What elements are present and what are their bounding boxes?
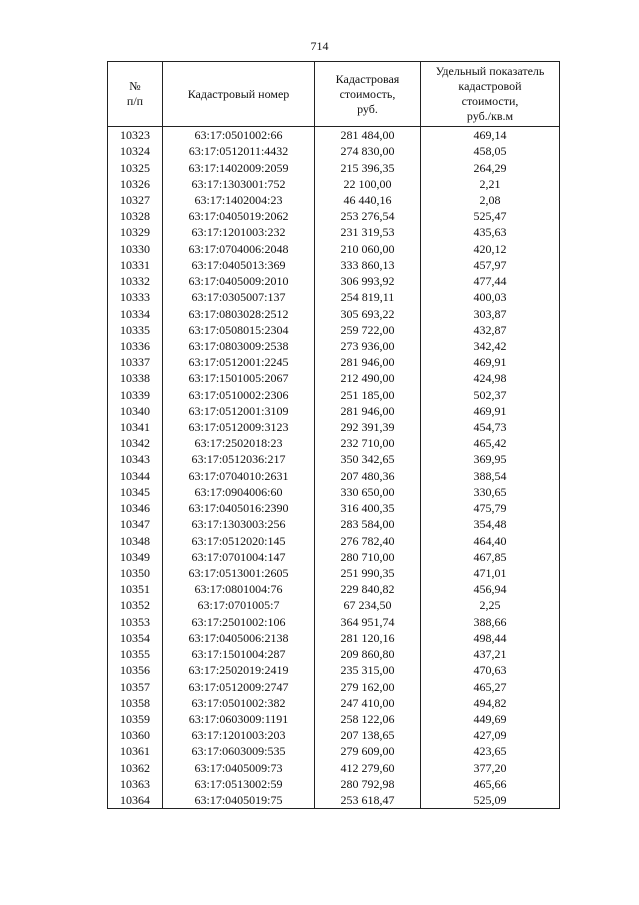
table-row [108,338,560,354]
cadastral-value-cell: 231 319,53 [315,224,421,240]
specific-value-cell: 464,40 [421,532,560,548]
table-row [108,159,560,175]
row-number-cell: 10333 [108,289,163,305]
table-row [108,176,560,192]
row-number-cell: 10349 [108,549,163,565]
cadastral-number-cell: 63:17:0603009:1191 [163,711,315,727]
row-number-cell: 10358 [108,695,163,711]
row-number-cell: 10324 [108,143,163,159]
specific-value-cell: 427,09 [421,727,560,743]
row-number-cell: 10327 [108,192,163,208]
cadastral-value-cell: 364 951,74 [315,614,421,630]
cadastral-value-cell: 247 410,00 [315,695,421,711]
cadastral-value-cell: 212 490,00 [315,370,421,386]
cadastral-value-cell: 229 840,82 [315,581,421,597]
specific-value-cell: 525,47 [421,208,560,224]
row-number-cell: 10351 [108,581,163,597]
cadastral-value-cell: 279 609,00 [315,743,421,759]
header-specific-value-line-1: Удельный показатель [435,64,545,78]
cadastral-value-cell: 279 162,00 [315,678,421,694]
cadastral-value-cell: 251 185,00 [315,387,421,403]
table-row [108,516,560,532]
table-row [108,419,560,435]
row-number-cell: 10335 [108,322,163,338]
cadastral-value-cell: 253 276,54 [315,208,421,224]
cadastral-value-cell: 283 584,00 [315,516,421,532]
table-row [108,662,560,678]
table-row [108,565,560,581]
table-row [108,646,560,662]
table-row [108,500,560,516]
cadastral-number-cell: 63:17:0512020:145 [163,532,315,548]
cadastral-number-cell: 63:17:0510002:2306 [163,387,315,403]
cadastral-number-cell: 63:17:1303001:752 [163,176,315,192]
row-number-cell: 10360 [108,727,163,743]
cadastral-number-cell: 63:17:0405009:2010 [163,273,315,289]
row-number-cell: 10336 [108,338,163,354]
cadastral-number-cell: 63:17:0701005:7 [163,597,315,613]
table-row [108,257,560,273]
table-row [108,678,560,694]
specific-value-cell: 342,42 [421,338,560,354]
cadastral-value-table [107,61,560,809]
header-row [108,62,560,127]
cadastral-number-cell: 63:17:1402004:23 [163,192,315,208]
cadastral-value-cell: 281 946,00 [315,403,421,419]
row-number-cell: 10354 [108,630,163,646]
cadastral-number-cell: 63:17:1402009:2059 [163,159,315,175]
cadastral-number-cell: 63:17:0801004:76 [163,581,315,597]
table-row [108,743,560,759]
row-number-cell: 10359 [108,711,163,727]
table-body [108,127,560,809]
cadastral-value-cell: 281 484,00 [315,127,421,144]
specific-value-cell: 467,85 [421,549,560,565]
row-number-cell: 10325 [108,159,163,175]
specific-value-cell: 470,63 [421,662,560,678]
table-row [108,711,560,727]
cadastral-number-cell: 63:17:1501004:287 [163,646,315,662]
cadastral-value-cell: 254 819,11 [315,289,421,305]
row-number-cell: 10344 [108,468,163,484]
row-number-cell: 10330 [108,241,163,257]
row-number-cell: 10332 [108,273,163,289]
row-number-cell: 10346 [108,500,163,516]
cadastral-number-cell: 63:17:0512009:3123 [163,419,315,435]
table-row [108,630,560,646]
row-number-cell: 10356 [108,662,163,678]
cadastral-value-cell: 215 396,35 [315,159,421,175]
cadastral-value-cell: 276 782,40 [315,532,421,548]
cadastral-value-cell: 316 400,35 [315,500,421,516]
cadastral-value-cell: 207 138,65 [315,727,421,743]
header-cadastral-value-line-3: руб. [357,101,378,116]
row-number-cell: 10323 [108,127,163,144]
cadastral-value-cell: 207 480,36 [315,468,421,484]
row-number-cell: 10334 [108,305,163,321]
cadastral-value-cell: 281 946,00 [315,354,421,370]
specific-value-cell: 388,66 [421,614,560,630]
row-number-cell: 10326 [108,176,163,192]
cadastral-value-cell: 305 693,22 [315,305,421,321]
cadastral-value-cell: 306 993,92 [315,273,421,289]
row-number-cell: 10341 [108,419,163,435]
row-number-cell: 10352 [108,597,163,613]
specific-value-cell: 465,66 [421,776,560,792]
table-row [108,614,560,630]
cadastral-number-cell: 63:17:0405019:75 [163,792,315,809]
cadastral-value-cell: 46 440,16 [315,192,421,208]
table-row [108,143,560,159]
specific-value-cell: 369,95 [421,451,560,467]
cadastral-number-cell: 63:17:0704006:2048 [163,241,315,257]
specific-value-cell: 494,82 [421,695,560,711]
row-number-cell: 10331 [108,257,163,273]
cadastral-number-cell: 63:17:2501002:106 [163,614,315,630]
cadastral-value-cell: 273 936,00 [315,338,421,354]
specific-value-cell: 502,37 [421,387,560,403]
cadastral-value-cell: 67 234,50 [315,597,421,613]
table-row [108,532,560,548]
header-specific-value-line-3: стоимости, [461,94,519,108]
cadastral-value-cell: 232 710,00 [315,435,421,451]
cadastral-number-cell: 63:17:0405006:2138 [163,630,315,646]
table-row [108,305,560,321]
row-number-cell: 10343 [108,451,163,467]
cadastral-value-cell: 280 710,00 [315,549,421,565]
header-specific-value-line-2: кадастровой [458,79,522,93]
specific-value-cell: 377,20 [421,760,560,776]
table-row [108,468,560,484]
table-row [108,484,560,500]
table-row [108,549,560,565]
row-number-cell: 10339 [108,387,163,403]
row-number-cell: 10355 [108,646,163,662]
table-row [108,792,560,809]
row-number-cell: 10353 [108,614,163,630]
cadastral-number-cell: 63:17:0701004:147 [163,549,315,565]
row-number-cell: 10348 [108,532,163,548]
header-specific-value-line-4: руб./кв.м [466,109,514,123]
specific-value-cell: 498,44 [421,630,560,646]
cadastral-value-cell: 251 990,35 [315,565,421,581]
specific-value-cell: 2,21 [421,176,560,192]
cadastral-number-cell: 63:17:0513001:2605 [163,565,315,581]
specific-value-cell: 388,54 [421,468,560,484]
cadastral-number-cell: 63:17:0405013:369 [163,257,315,273]
row-number-cell: 10347 [108,516,163,532]
specific-value-cell: 457,97 [421,257,560,273]
header-cadastral-number [163,62,315,127]
specific-value-cell: 456,94 [421,581,560,597]
cadastral-number-cell: 63:17:0803028:2512 [163,305,315,321]
specific-value-cell: 354,48 [421,516,560,532]
row-number-cell: 10342 [108,435,163,451]
row-number-cell: 10329 [108,224,163,240]
row-number-cell: 10345 [108,484,163,500]
specific-value-cell: 469,14 [421,127,560,144]
cadastral-number-cell: 63:17:0405019:2062 [163,208,315,224]
specific-value-cell: 475,79 [421,500,560,516]
table-row [108,727,560,743]
row-number-cell: 10362 [108,760,163,776]
table-row [108,370,560,386]
specific-value-cell: 465,42 [421,435,560,451]
header-cadastral-value-line-2: стоимость, [339,86,396,101]
header-number-line-1: № [129,79,141,93]
cadastral-value-cell: 333 860,13 [315,257,421,273]
cadastral-value-cell: 235 315,00 [315,662,421,678]
table-row [108,581,560,597]
table-row [108,760,560,776]
cadastral-number-cell: 63:17:0704010:2631 [163,468,315,484]
cadastral-value-cell: 253 618,47 [315,792,421,809]
table-row [108,695,560,711]
specific-value-cell: 525,09 [421,792,560,809]
table-row [108,241,560,257]
row-number-cell: 10340 [108,403,163,419]
cadastral-value-cell: 412 279,60 [315,760,421,776]
table-row [108,776,560,792]
specific-value-cell: 437,21 [421,646,560,662]
table-row [108,273,560,289]
row-number-cell: 10364 [108,792,163,809]
specific-value-cell: 469,91 [421,354,560,370]
table-row [108,387,560,403]
table-row [108,322,560,338]
header-cadastral-value-line-1: Кадастровая [335,71,400,86]
specific-value-cell: 264,29 [421,159,560,175]
cadastral-number-cell: 63:17:0603009:535 [163,743,315,759]
specific-value-cell: 424,98 [421,370,560,386]
specific-value-cell: 477,44 [421,273,560,289]
specific-value-cell: 469,91 [421,403,560,419]
specific-value-cell: 449,69 [421,711,560,727]
table-row [108,127,560,144]
cadastral-value-cell: 292 391,39 [315,419,421,435]
table-row [108,403,560,419]
cadastral-number-cell: 63:17:0904006:60 [163,484,315,500]
specific-value-cell: 423,65 [421,743,560,759]
row-number-cell: 10363 [108,776,163,792]
row-number-cell: 10361 [108,743,163,759]
cadastral-number-cell: 63:17:0512001:2245 [163,354,315,370]
specific-value-cell: 454,73 [421,419,560,435]
cadastral-value-cell: 330 650,00 [315,484,421,500]
header-number-line-2: п/п [126,94,144,108]
cadastral-number-cell: 63:17:2502018:23 [163,435,315,451]
cadastral-number-cell: 63:17:0513002:59 [163,776,315,792]
specific-value-cell: 471,01 [421,565,560,581]
cadastral-number-cell: 63:17:0803009:2538 [163,338,315,354]
table-row [108,208,560,224]
header-cadastral-value [315,62,421,127]
cadastral-number-cell: 63:17:1303003:256 [163,516,315,532]
specific-value-cell: 458,05 [421,143,560,159]
cadastral-number-cell: 63:17:0512001:3109 [163,403,315,419]
cadastral-value-cell: 210 060,00 [315,241,421,257]
specific-value-cell: 420,12 [421,241,560,257]
cadastral-number-cell: 63:17:1201003:203 [163,727,315,743]
table-row [108,597,560,613]
page-number: 714 [310,39,329,53]
specific-value-cell: 465,27 [421,678,560,694]
cadastral-number-cell: 63:17:0512011:4432 [163,143,315,159]
cadastral-value-cell: 22 100,00 [315,176,421,192]
cadastral-number-cell: 63:17:1201003:232 [163,224,315,240]
row-number-cell: 10338 [108,370,163,386]
cadastral-number-cell: 63:17:0508015:2304 [163,322,315,338]
row-number-cell: 10337 [108,354,163,370]
table-row [108,224,560,240]
cadastral-number-cell: 63:17:0512036:217 [163,451,315,467]
table-header [108,62,560,127]
cadastral-value-cell: 209 860,80 [315,646,421,662]
table-row [108,192,560,208]
cadastral-value-cell: 258 122,06 [315,711,421,727]
table-row [108,451,560,467]
header-specific-value [421,62,560,127]
cadastral-value-cell: 350 342,65 [315,451,421,467]
cadastral-value-cell: 259 722,00 [315,322,421,338]
cadastral-number-cell: 63:17:0405009:73 [163,760,315,776]
row-number-cell: 10350 [108,565,163,581]
cadastral-number-cell: 63:17:0405016:2390 [163,500,315,516]
specific-value-cell: 2,08 [421,192,560,208]
specific-value-cell: 400,03 [421,289,560,305]
cadastral-number-cell: 63:17:1501005:2067 [163,370,315,386]
cadastral-number-cell: 63:17:0501002:382 [163,695,315,711]
header-cadastral-number-label: Кадастровый номер [187,86,290,101]
specific-value-cell: 330,65 [421,484,560,500]
cadastral-number-cell: 63:17:0501002:66 [163,127,315,144]
specific-value-cell: 303,87 [421,305,560,321]
cadastral-value-cell: 280 792,98 [315,776,421,792]
table-row [108,354,560,370]
header-number [108,62,163,127]
cadastral-number-cell: 63:17:0305007:137 [163,289,315,305]
table-row [108,289,560,305]
cadastral-value-cell: 274 830,00 [315,143,421,159]
cadastral-value-cell: 281 120,16 [315,630,421,646]
cadastral-number-cell: 63:17:0512009:2747 [163,678,315,694]
specific-value-cell: 432,87 [421,322,560,338]
cadastral-number-cell: 63:17:2502019:2419 [163,662,315,678]
specific-value-cell: 435,63 [421,224,560,240]
row-number-cell: 10357 [108,678,163,694]
specific-value-cell: 2,25 [421,597,560,613]
table-row [108,435,560,451]
row-number-cell: 10328 [108,208,163,224]
